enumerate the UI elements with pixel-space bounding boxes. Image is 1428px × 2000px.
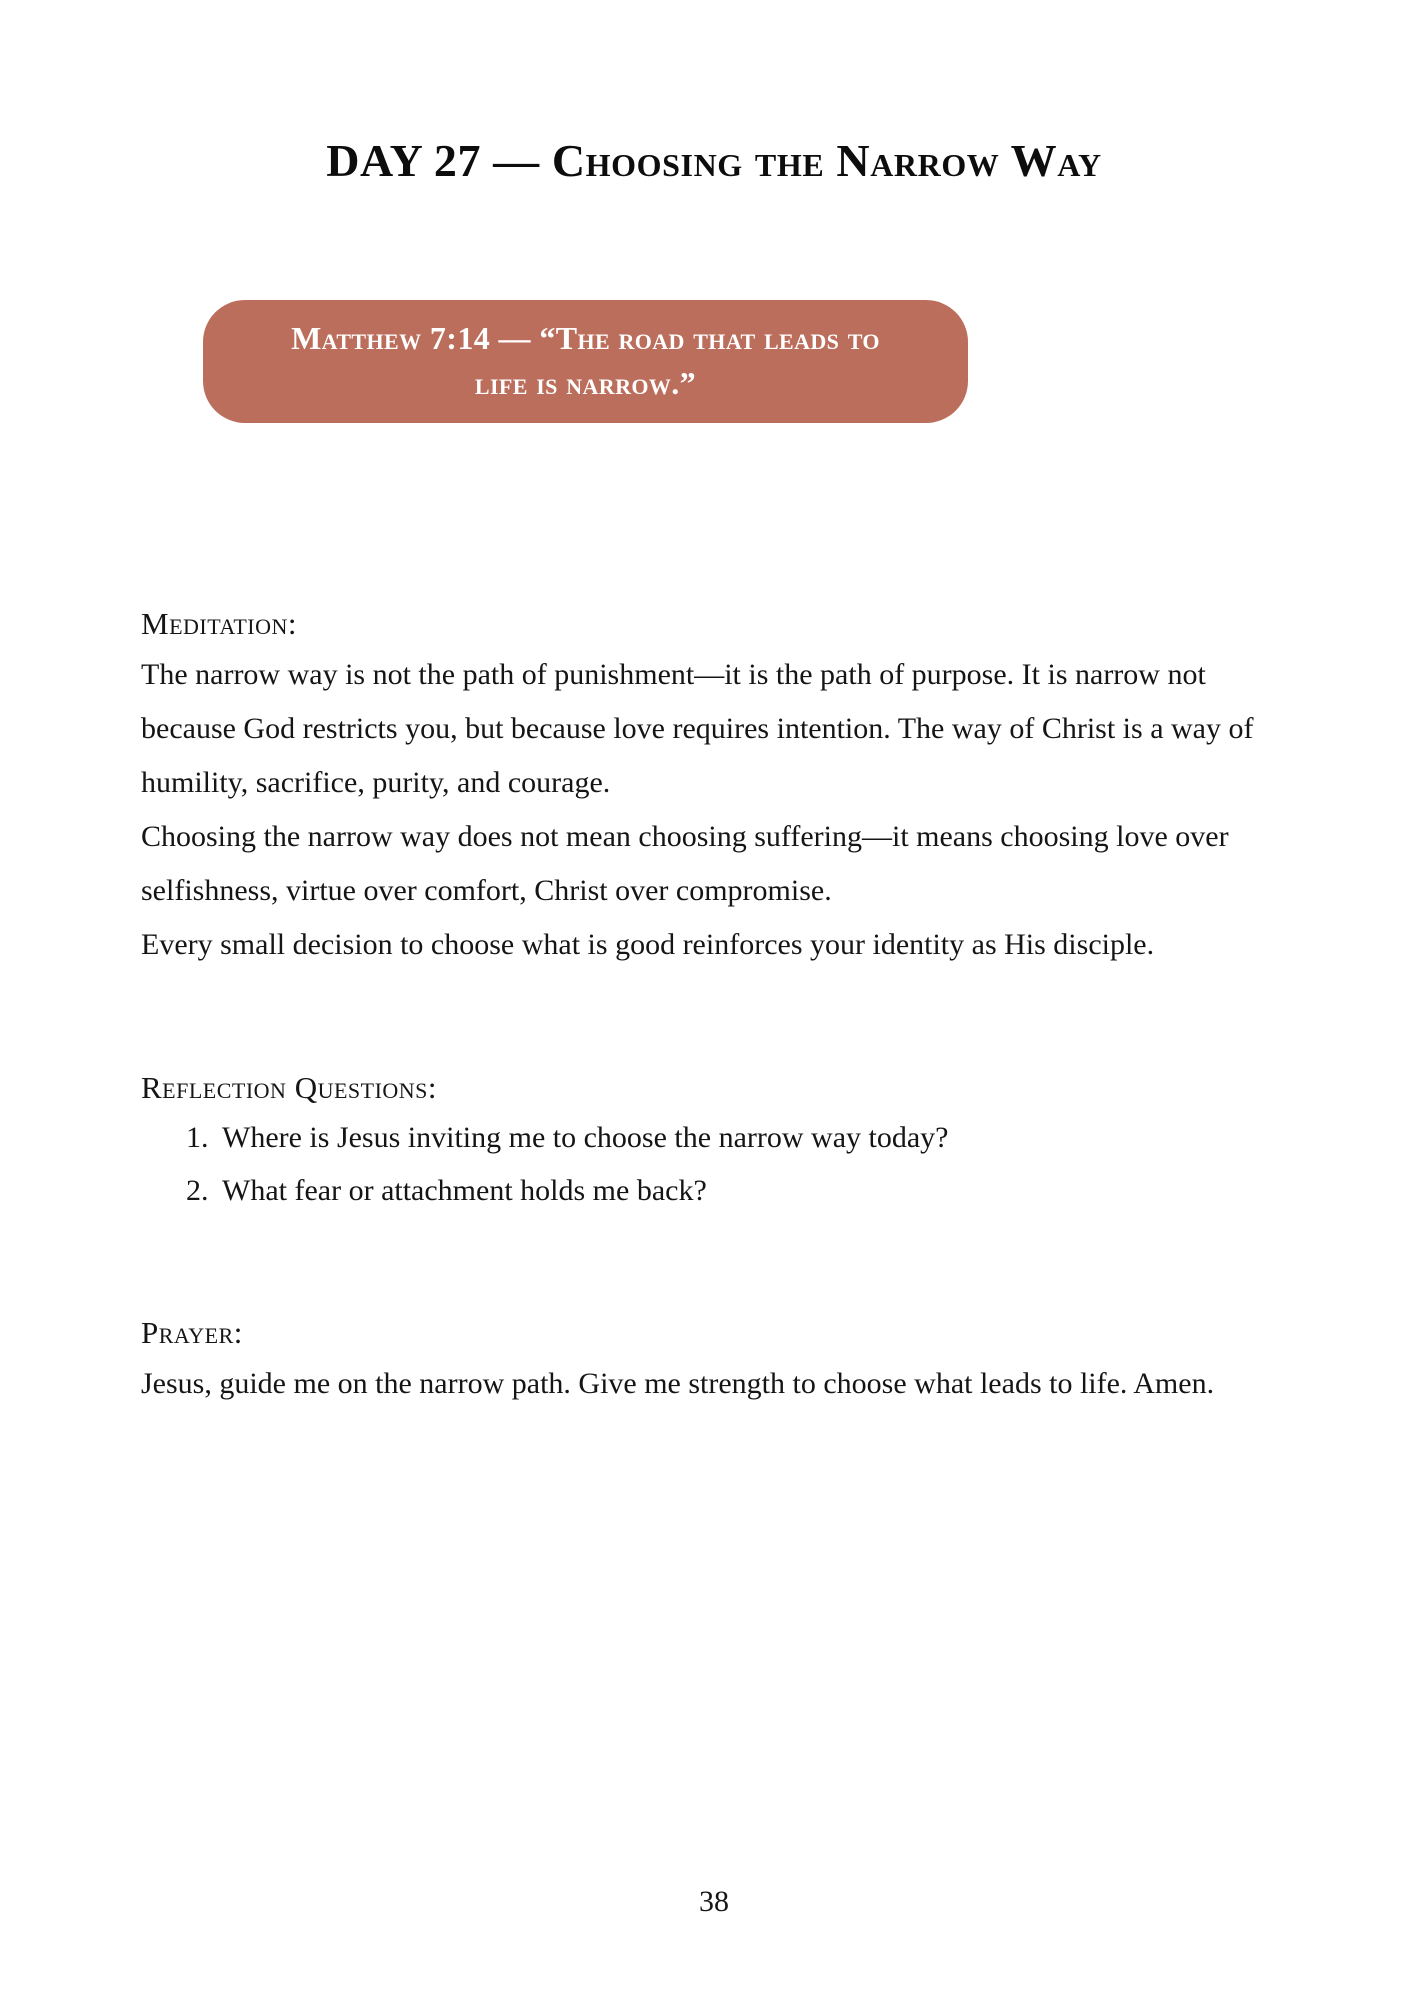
prayer-heading: Prayer: — [141, 1315, 243, 1351]
prayer-text: Jesus, guide me on the narrow path. Give me strength to choose what leads to life. Amen. — [141, 1367, 1215, 1401]
prayer-section — [141, 1313, 1301, 1411]
meditation-section — [141, 604, 1301, 972]
scripture-verse-text — [291, 316, 880, 407]
page-title: DAY 27 — Choosing the Narrow Way — [326, 134, 1102, 186]
meditation-paragraph-1: The narrow way is not the path of punishment—it is the path of purpose. It is narrow not because God restricts you, but because love requires intention. The way of Christ is a way of humility, sacrifice, purity, and courage. — [141, 657, 1254, 799]
scripture-verse-line-1: Matthew 7:14 — “The road that leads to — [291, 320, 880, 356]
reflection-questions-section — [141, 1068, 1301, 1218]
reflection-question-text: Where is Jesus inviting me to choose the narrow way today? — [222, 1121, 949, 1155]
meditation-paragraph-3: Every small decision to choose what is good reinforces your identity as His disciple. — [141, 927, 1155, 961]
reflection-question-text: What fear or attachment holds me back? — [222, 1174, 707, 1208]
scripture-callout-box — [203, 300, 968, 423]
reflection-questions-heading: Reflection Questions: — [141, 1069, 438, 1105]
scripture-verse-line-2: life is narrow.” — [474, 365, 697, 402]
section-spacer — [141, 972, 1301, 1068]
reflection-question-number: 2. — [186, 1174, 209, 1208]
meditation-heading: Meditation: — [141, 606, 297, 641]
page-number: 38 — [699, 1885, 729, 1918]
reflection-question-item — [141, 1111, 1301, 1164]
reflection-questions-list — [141, 1111, 1301, 1217]
reflection-question-item — [141, 1164, 1301, 1217]
meditation-paragraph-2: Choosing the narrow way does not mean choosing suffering—it means choosing love over selfishness, virtue over comfort, Christ over compromise. — [141, 819, 1229, 907]
document-body — [141, 604, 1301, 1411]
section-spacer — [141, 1217, 1301, 1313]
reflection-question-number: 1. — [186, 1121, 209, 1155]
